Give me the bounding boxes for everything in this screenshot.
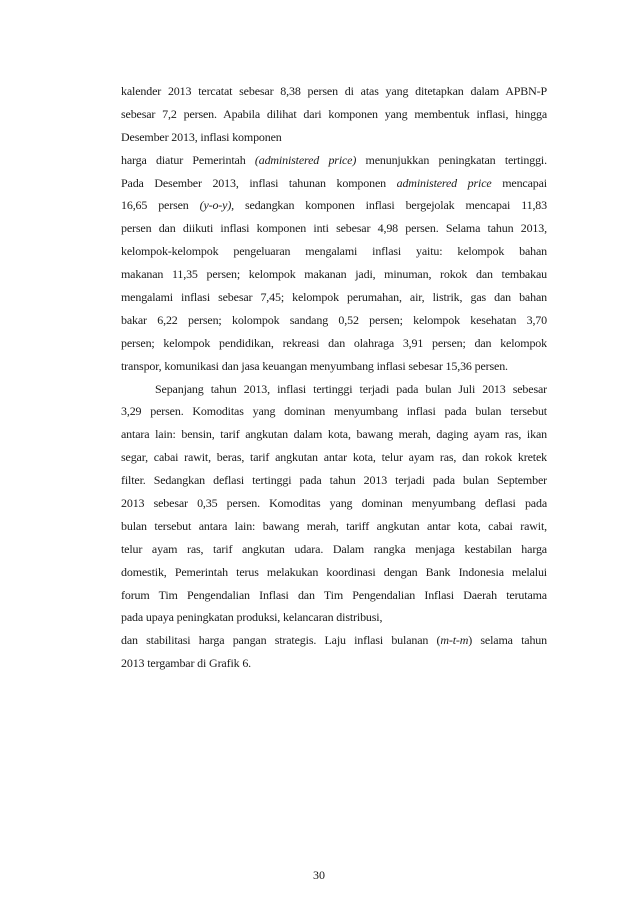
text-segment: persen; kelompok pendidikan, rekreasi dan olahraga 3,91 persen; dan kelompok (121, 335, 547, 350)
text-line (121, 286, 547, 309)
text-segment: ) selama tahun (468, 633, 547, 648)
text-segment: pada upaya peningkatan produksi, kelancaran distribusi, (121, 610, 383, 625)
text-segment: sebesar 7,2 persen. Apabila dilihat dari komponen yang membentuk inflasi, hingga (121, 106, 547, 121)
text-line (121, 538, 547, 561)
text-segment: forum Tim Pengendalian Inflasi dan Tim Pengendalian Inflasi Daerah terutama (121, 587, 547, 602)
text-line (121, 240, 547, 263)
text-segment: makanan 11,35 persen; kelompok makanan jadi, minuman, rokok dan tembakau (121, 267, 547, 282)
text-segment: sedangkan komponen inflasi bergejolak mencapai 11,83 (234, 198, 547, 213)
text-line (121, 469, 547, 492)
text-line (121, 80, 547, 103)
text-segment: persen dan diikuti inflasi komponen inti sebesar 4,98 persen. Selama tahun 2013, (121, 221, 547, 236)
text-line (121, 652, 547, 675)
text-line (121, 400, 547, 423)
text-line (121, 172, 547, 195)
text-segment: mencapai (491, 175, 547, 190)
text-segment: Sepanjang tahun 2013, inflasi tertinggi terjadi pada bulan Juli 2013 sebesar (155, 381, 547, 396)
text-segment: antara lain: bensin, tarif angkutan dalam kota, bawang merah, daging ayam ras, ikan (121, 427, 547, 442)
text-segment: transpor, komunikasi dan jasa keuangan menyumbang inflasi sebesar 15,36 persen. (121, 358, 508, 373)
text-segment: dan stabilitasi harga pangan strategis. Laju inflasi bulanan ( (121, 633, 441, 648)
text-segment: kelompok-kelompok pengeluaran mengalami inflasi yaitu: kelompok bahan (121, 244, 547, 259)
text-segment: Pada Desember 2013, inflasi tahunan komponen (121, 175, 397, 190)
text-line (121, 606, 547, 629)
text-line (121, 355, 547, 378)
text-line (121, 263, 547, 286)
text-segment: kalender 2013 tercatat sebesar 8,38 persen di atas yang ditetapkan dalam APBN-P (121, 84, 547, 98)
italic-term: administered price (396, 175, 492, 190)
text-segment: 16,65 persen (121, 198, 200, 213)
text-segment: bakar 6,22 persen; kolompok sandang 0,52 persen; kelompok kesehatan 3,70 (121, 312, 547, 327)
page-number: 30 (313, 868, 325, 882)
text-line (121, 446, 547, 469)
text-line (121, 584, 547, 607)
text-segment: 2013 sebesar 0,35 persen. Komoditas yang dominan menyumbang deflasi pada (121, 496, 547, 511)
text-line (121, 515, 547, 538)
paragraph (121, 378, 547, 676)
text-segment: 2013 tergambar di Grafik 6. (121, 656, 252, 671)
text-segment: 3,29 persen. Komoditas yang dominan menyumbang inflasi pada bulan tersebut (121, 404, 547, 419)
text-segment: telur ayam ras, tarif angkutan udara. Dalam rangka menjaga kestabilan harga (121, 541, 547, 556)
text-segment: Desember 2013, inflasi komponen (121, 129, 282, 144)
text-line (121, 149, 547, 172)
paragraph (121, 80, 547, 378)
text-line (121, 332, 547, 355)
text-line (121, 561, 547, 584)
italic-term: (y-o-y), (199, 198, 235, 213)
italic-term: (administered price) (254, 152, 357, 167)
text-line (121, 378, 547, 401)
text-segment: harga diatur Pemerintah (121, 152, 255, 167)
text-segment: menunjukkan peningkatan tertinggi. (356, 152, 547, 167)
body-text (121, 80, 547, 675)
text-line (121, 629, 547, 652)
text-line (121, 194, 547, 217)
text-line (121, 126, 547, 149)
text-segment: segar, cabai rawit, beras, tarif angkutan antar kota, telur ayam ras, dan rokok kretek (121, 450, 547, 465)
text-segment: filter. Sedangkan deflasi tertinggi pada tahun 2013 terjadi pada bulan September (121, 473, 547, 488)
text-segment: mengalami inflasi sebesar 7,45; kelompok perumahan, air, listrik, gas dan bahan (121, 290, 547, 305)
italic-term: m-t-m (440, 633, 469, 648)
text-line (121, 217, 547, 240)
text-line (121, 309, 547, 332)
text-segment: domestik, Pemerintah terus melakukan koordinasi dengan Bank Indonesia melalui (121, 564, 547, 579)
text-line (121, 492, 547, 515)
text-line (121, 103, 547, 126)
text-line (121, 423, 547, 446)
text-segment: bulan tersebut antara lain: bawang merah, tariff angkutan antar kota, cabai rawit, (121, 518, 547, 533)
